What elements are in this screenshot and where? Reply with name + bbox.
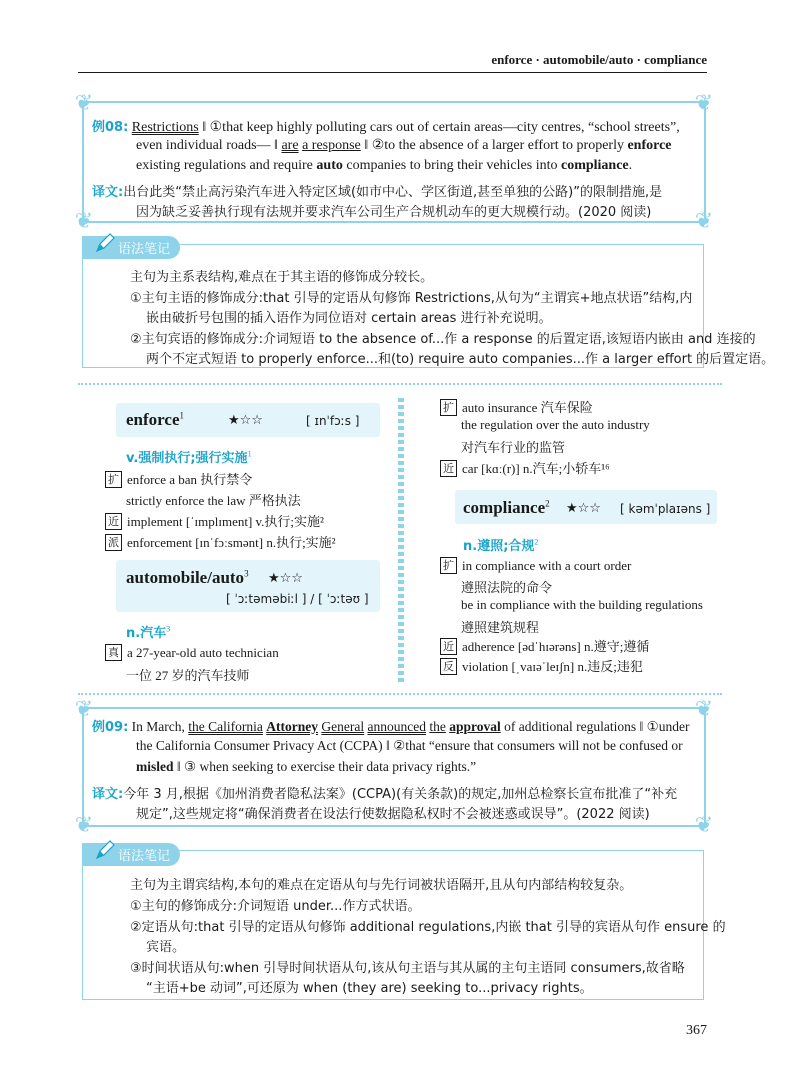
entry-tag: 派 bbox=[105, 534, 122, 551]
frequency-sup: 1 bbox=[179, 410, 184, 421]
sentence-text: ‖ ③ when seeking to exercise their data privacy rights.” bbox=[176, 759, 477, 774]
subject: General bbox=[321, 719, 365, 734]
keyword: Attorney bbox=[266, 719, 318, 734]
example-08-translation-1: 译文:出台此类“禁止高污染汽车进入特定区域(如市中心、学区街道,甚至单独的公路)”的限制措施,是 bbox=[92, 185, 663, 200]
sentence-text: even individual roads— bbox=[136, 138, 271, 153]
example-08-line-1: 例08: Restrictions ‖ ①that keep highly polluting cars out of certain areas—city centres, “school streets”, bbox=[92, 120, 680, 135]
entry-text: 一位 27 岁的汽车技师 bbox=[126, 668, 250, 683]
entry-text: 对汽车行业的监管 bbox=[461, 440, 566, 455]
automobile-stars: ★☆☆ bbox=[268, 571, 303, 586]
sentence-text: ①that keep highly polluting cars out of certain areas—city centres, “school streets”, bbox=[209, 120, 680, 135]
entry-tag: 扩 bbox=[105, 471, 122, 488]
translation-text: 因为缺乏妥善执行现有法规并要求汽车公司生产合规机动车的更大规模行动。(2020 阅读) bbox=[136, 205, 652, 220]
enforce-ipa: [ ɪnˈfɔːs ] bbox=[306, 414, 360, 428]
grammar-1-line-1: 主句为主系表结构,难点在于其主语的修饰成分较长。 bbox=[130, 270, 434, 285]
translation-label: 译文 bbox=[92, 185, 119, 200]
corner-ornament-icon: ❦ bbox=[74, 208, 94, 233]
keyword: auto bbox=[316, 158, 343, 173]
enforce-headword bbox=[126, 410, 184, 430]
automobile-headword bbox=[126, 568, 249, 588]
entry-row bbox=[440, 557, 631, 574]
grammar-note-title: 语法笔记 bbox=[118, 242, 171, 257]
corner-ornament-icon: ❦ bbox=[74, 696, 94, 721]
grammar-1-line-2: ①主句主语的修饰成分:that 引导的定语从句修饰 Restrictions,从句为“主谓宾+地点状语”结构,内 bbox=[130, 291, 693, 306]
predicate: announced bbox=[367, 719, 426, 734]
sentence-text: companies to bring their vehicles into bbox=[346, 158, 558, 173]
entry-row bbox=[440, 656, 643, 675]
corner-ornament-icon: ❦ bbox=[694, 208, 714, 233]
compliance-stars: ★☆☆ bbox=[566, 501, 601, 516]
example-09-line-1: 例09: In March, the California Attorney General announced the approval of additional regulations ‖ ①under bbox=[92, 719, 690, 735]
separator: ‖ bbox=[202, 120, 207, 135]
predicate: are bbox=[281, 138, 299, 153]
entry-text: implement [ˈɪmplɪment] v.执行;实施² bbox=[127, 514, 324, 529]
entry-tag: 近 bbox=[105, 513, 122, 530]
section-divider bbox=[78, 383, 722, 385]
corner-ornament-icon: ❦ bbox=[694, 812, 714, 837]
entry-text: a 27-year-old auto technician bbox=[127, 645, 279, 660]
enforce-pos bbox=[126, 447, 252, 466]
entry-text: car [kɑː(r)] n.汽车;小轿车¹⁶ bbox=[462, 461, 610, 476]
example-09-line-2: the California Consumer Privacy Act (CCPA) ‖ ②that “ensure that consumers will not be confused or bbox=[136, 738, 683, 753]
grammar-2-line-1: 主句为主谓宾结构,本句的难点在定语从句与先行词被状语隔开,且从句内部结构较复杂。 bbox=[130, 878, 633, 893]
entry-row bbox=[105, 644, 279, 661]
frequency-sup: 2 bbox=[545, 498, 550, 509]
entry-row bbox=[461, 597, 703, 613]
translation-text: 出台此类“禁止高污染汽车进入特定区域(如市中心、学区街道,甚至单独的公路)”的限制措施,是 bbox=[123, 185, 663, 200]
grammar-1-line-4: ②主句宾语的修饰成分:介词短语 to the absence of...作 a response 的后置定语,该短语内嵌由 and 连接的 bbox=[130, 332, 756, 347]
entry-tag: 反 bbox=[440, 658, 457, 675]
example-label: 例08 bbox=[92, 120, 124, 135]
sentence-text: ‖ ②to the absence of a larger effort to properly bbox=[364, 138, 624, 153]
sentence-text: . bbox=[628, 158, 633, 173]
grammar-1-line-5: 两个不定式短语 to properly enforce...和(to) require auto companies...作 a larger effort 的后置定语。 bbox=[146, 352, 775, 367]
object: the bbox=[429, 719, 446, 734]
grammar-note-1-header bbox=[82, 236, 180, 259]
corner-ornament-icon: ❦ bbox=[694, 90, 714, 115]
example-08-line-2 bbox=[136, 137, 672, 154]
entry-row bbox=[126, 665, 250, 684]
headword: automobile/auto bbox=[126, 568, 245, 587]
keyword: compliance bbox=[560, 158, 629, 173]
entry-tag: 扩 bbox=[440, 399, 457, 416]
entry-text: enforcement [ɪnˈfɔːsmənt] n.执行;实施² bbox=[127, 535, 336, 550]
pos-sup: 2 bbox=[534, 537, 539, 547]
example-09-line-3 bbox=[136, 759, 476, 775]
entry-row bbox=[461, 437, 565, 456]
headword: enforce bbox=[126, 410, 180, 429]
sentence-text: existing regulations and require bbox=[136, 158, 313, 173]
entry-text: enforce a ban 执行禁令 bbox=[127, 472, 253, 487]
grammar-1-line-3: 嵌由破折号包围的插入语作为同位语对 certain areas 进行补充说明。 bbox=[146, 311, 552, 326]
entry-text: in compliance with a court order bbox=[462, 558, 632, 573]
enforce-stars: ★☆☆ bbox=[228, 413, 263, 428]
pencil-icon bbox=[94, 232, 116, 254]
part-of-speech: n.遵照;合规 bbox=[463, 539, 535, 554]
predicative: a response bbox=[302, 138, 361, 153]
pos-sup: 1 bbox=[247, 449, 252, 459]
entry-tag: 近 bbox=[440, 460, 457, 477]
subject: the California bbox=[188, 719, 263, 734]
compliance-ipa: [ kəmˈplaɪəns ] bbox=[620, 502, 711, 516]
example-09-translation-1: 译文:今年 3 月,根据《加州消费者隐私法案》(CCPA)(有关条款)的规定,加州总检察长宣布批准了“补充 bbox=[92, 787, 678, 802]
column-divider bbox=[398, 398, 404, 684]
entry-text: 遵照建筑规程 bbox=[461, 620, 540, 635]
translation-text: 今年 3 月,根据《加州消费者隐私法案》(CCPA)(有关条款)的规定,加州总检察长宣布批准了“补充 bbox=[123, 787, 678, 802]
entry-tag: 近 bbox=[440, 638, 457, 655]
compliance-pos bbox=[463, 535, 538, 554]
example-label: 例09 bbox=[92, 720, 124, 735]
keyword: misled bbox=[136, 759, 174, 774]
pos-sup: 3 bbox=[166, 624, 171, 634]
grammar-note-title: 语法笔记 bbox=[118, 849, 171, 864]
corner-ornament-icon: ❦ bbox=[694, 696, 714, 721]
entry-row bbox=[105, 532, 336, 551]
entry-row bbox=[105, 511, 324, 530]
pencil-icon bbox=[94, 839, 116, 861]
example-09-translation-2: 规定”,这些规定将“确保消费者在设法行使数据隐私权时不会被迷惑或误导”。(2022 阅读) bbox=[136, 807, 650, 822]
entry-row bbox=[440, 397, 593, 416]
keyword: approval bbox=[449, 719, 501, 734]
automobile-pos bbox=[126, 622, 170, 641]
translation-label: 译文 bbox=[92, 787, 119, 802]
sentence-text: In March, bbox=[131, 719, 185, 734]
entry-text: auto insurance 汽车保险 bbox=[462, 400, 593, 415]
grammar-2-line-2: ①主句的修饰成分:介词短语 under...作方式状语。 bbox=[130, 899, 421, 914]
entry-tag: 扩 bbox=[440, 557, 457, 574]
entry-text: 遵照法院的命令 bbox=[461, 580, 553, 595]
entry-row bbox=[461, 577, 552, 596]
subject: Restrictions bbox=[131, 120, 199, 135]
entry-text: adherence [ədˈhɪərəns] n.遵守;遵循 bbox=[462, 639, 650, 654]
corner-ornament-icon: ❦ bbox=[74, 90, 94, 115]
entry-row bbox=[440, 458, 610, 477]
keyword: enforce bbox=[627, 138, 672, 153]
corner-ornament-icon: ❦ bbox=[74, 812, 94, 837]
page-number: 367 bbox=[686, 1023, 707, 1038]
grammar-2-line-4: 宾语。 bbox=[146, 940, 186, 955]
entry-row bbox=[461, 417, 650, 433]
automobile-ipa: [ ˈɔːtəməbiːl ] / [ ˈɔːtəʊ ] bbox=[226, 592, 369, 606]
grammar-2-line-3: ②定语从句:that 引导的定语从句修饰 additional regulations,内嵌 that 引导的宾语从句作 ensure 的 bbox=[130, 920, 726, 935]
entry-row bbox=[105, 469, 252, 488]
grammar-note-2-header bbox=[82, 843, 180, 866]
example-08-translation-2 bbox=[136, 201, 651, 220]
entry-tag: 真 bbox=[105, 644, 122, 661]
part-of-speech: n.汽车 bbox=[126, 626, 167, 641]
entry-row bbox=[126, 490, 301, 509]
example-08-line-3 bbox=[136, 158, 632, 174]
grammar-2-line-6: “主语+be 动词”,可还原为 when (they are) seeking to...privacy rights。 bbox=[146, 981, 593, 996]
header-rule bbox=[78, 72, 707, 73]
running-head: enforce · automobile/auto · compliance bbox=[491, 52, 707, 67]
entry-text: violation [ˌvaɪəˈleɪʃn] n.违反;违犯 bbox=[462, 659, 643, 674]
entry-text: the regulation over the auto industry bbox=[461, 417, 650, 432]
section-divider bbox=[78, 693, 722, 695]
headword: compliance bbox=[463, 498, 546, 517]
separator: ‖ bbox=[274, 138, 278, 153]
sentence-text: of additional regulations ‖ ①under bbox=[504, 719, 690, 734]
frequency-sup: 3 bbox=[244, 568, 249, 579]
entry-text: strictly enforce the law 严格执法 bbox=[126, 493, 301, 508]
part-of-speech: v.强制执行;强行实施 bbox=[126, 451, 248, 466]
entry-row bbox=[461, 617, 539, 636]
compliance-headword bbox=[463, 498, 550, 518]
entry-row bbox=[440, 636, 649, 655]
entry-text: be in compliance with the building regulations bbox=[461, 597, 703, 612]
grammar-2-line-5: ③时间状语从句:when 引导时间状语从句,该从句主语与其从属的主句主语同 consumers,故省略 bbox=[130, 961, 685, 976]
